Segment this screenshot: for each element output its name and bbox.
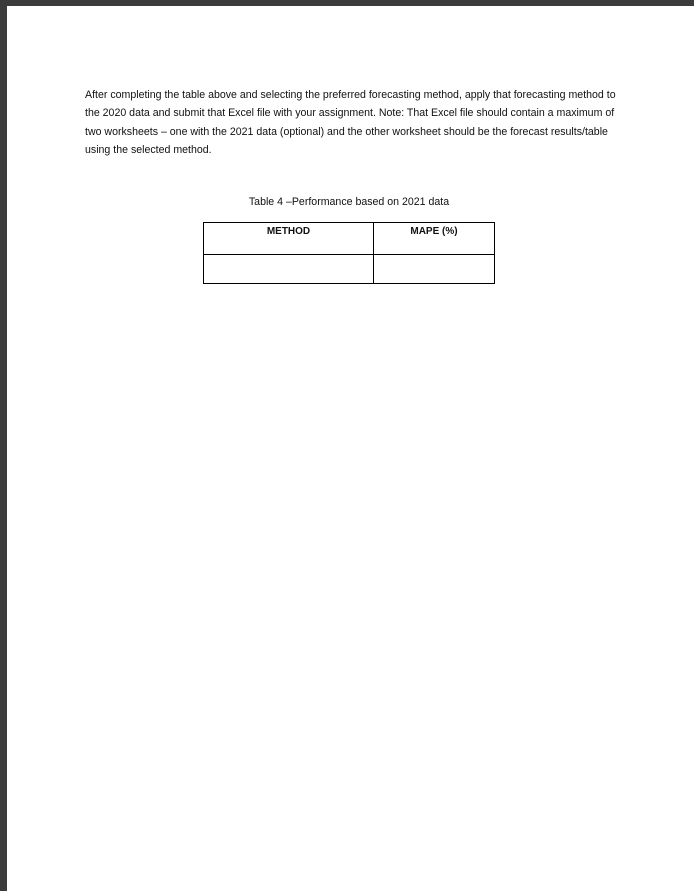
document-page bbox=[7, 6, 694, 891]
table-header-row bbox=[204, 223, 495, 255]
mape-cell bbox=[374, 255, 495, 284]
table-row bbox=[204, 255, 495, 284]
performance-table bbox=[203, 222, 495, 284]
method-cell bbox=[204, 255, 374, 284]
method-header: METHOD bbox=[204, 223, 374, 255]
mape-header: MAPE (%) bbox=[374, 223, 495, 255]
instructions-paragraph: After completing the table above and selecting the preferred forecasting method, apply that forecasting method to the 2020 data and submit that Excel file with your assignment. Note: That Excel file should contain a maximum of two worksheets – one with the 2021 data (optional) and the other worksheet should be the forecast results/table using the selected method. bbox=[85, 89, 616, 156]
table-caption: Table 4 –Performance based on 2021 data bbox=[248, 196, 450, 208]
